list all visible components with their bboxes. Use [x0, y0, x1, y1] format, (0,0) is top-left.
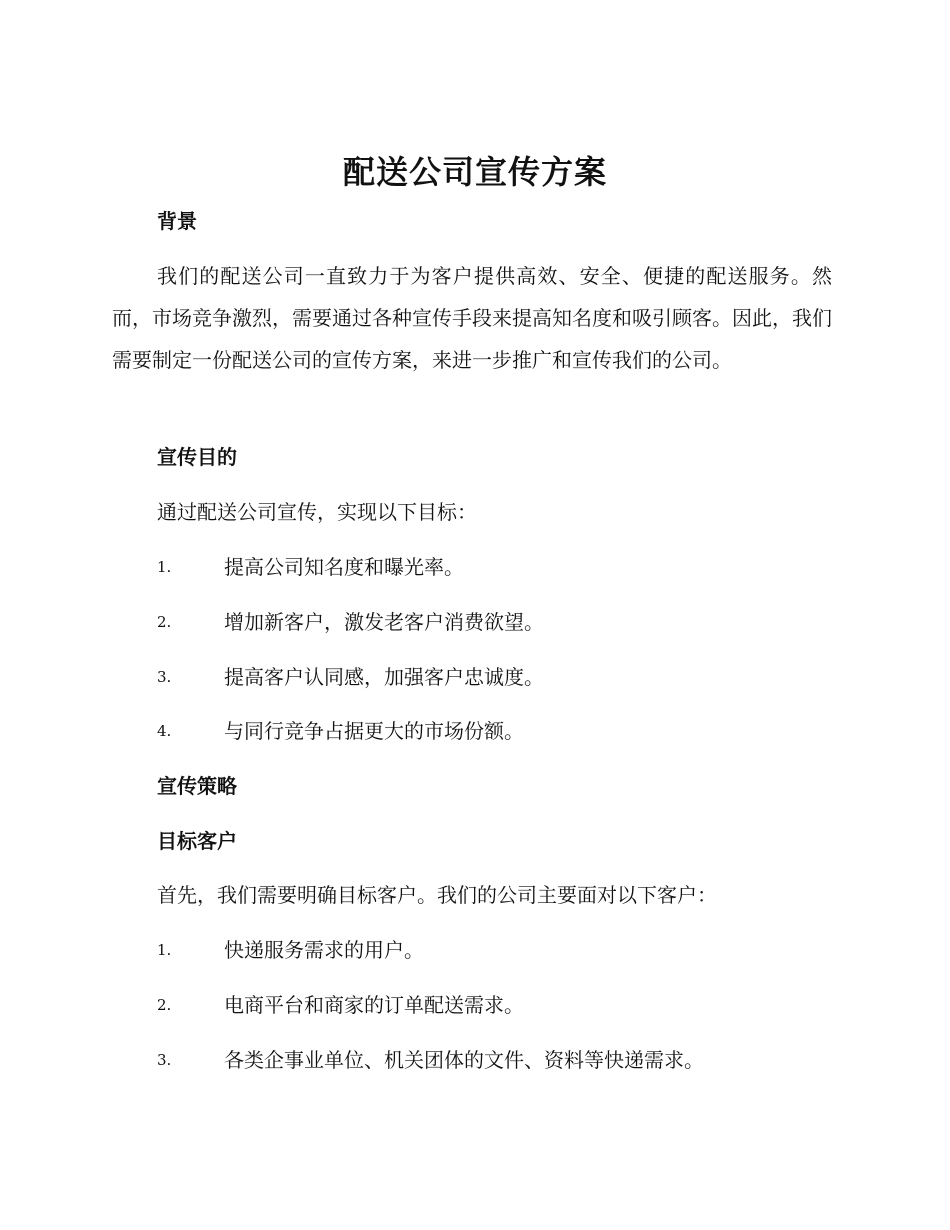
document-title: 配送公司宣传方案 — [342, 153, 607, 191]
list-item-number: 3. — [157, 1051, 172, 1069]
list-item-number: 2. — [157, 613, 172, 631]
list-item-number: 1. — [157, 558, 172, 576]
list-item: 与同行竞争占据更大的市场份额。 — [224, 719, 524, 743]
list-item-number: 3. — [157, 668, 172, 686]
list-item: 各类企事业单位、机关团体的文件、资料等快递需求。 — [224, 1048, 704, 1072]
purpose-intro: 通过配送公司宣传，实现以下目标： — [157, 500, 477, 524]
list-item: 增加新客户，激发老客户消费欲望。 — [224, 610, 544, 634]
section-heading-background: 背景 — [157, 209, 197, 233]
section-heading-purpose: 宣传目的 — [157, 445, 237, 469]
list-item: 快递服务需求的用户。 — [224, 938, 424, 962]
list-item-number: 4. — [157, 722, 172, 740]
list-item: 电商平台和商家的订单配送需求。 — [224, 993, 524, 1017]
list-item-number: 2. — [157, 996, 172, 1014]
section-heading-strategy: 宣传策略 — [157, 774, 237, 798]
list-item: 提高客户认同感，加强客户忠诚度。 — [224, 665, 544, 689]
list-item: 提高公司知名度和曝光率。 — [224, 555, 464, 579]
subheading-target-customers: 目标客户 — [157, 829, 237, 853]
strategy-intro: 首先，我们需要明确目标客户。我们的公司主要面对以下客户： — [157, 883, 717, 907]
background-paragraph: 我们的配送公司一直致力于为客户提供高效、安全、便捷的配送服务。然而，市场竞争激烈，需要通过各种宣传手段来提高知名度和吸引顾客。因此，我们需要制定一份配送公司的宣传方案，来进一步推广和宣传我们的公司。 — [112, 264, 832, 372]
list-item-number: 1. — [157, 941, 172, 959]
